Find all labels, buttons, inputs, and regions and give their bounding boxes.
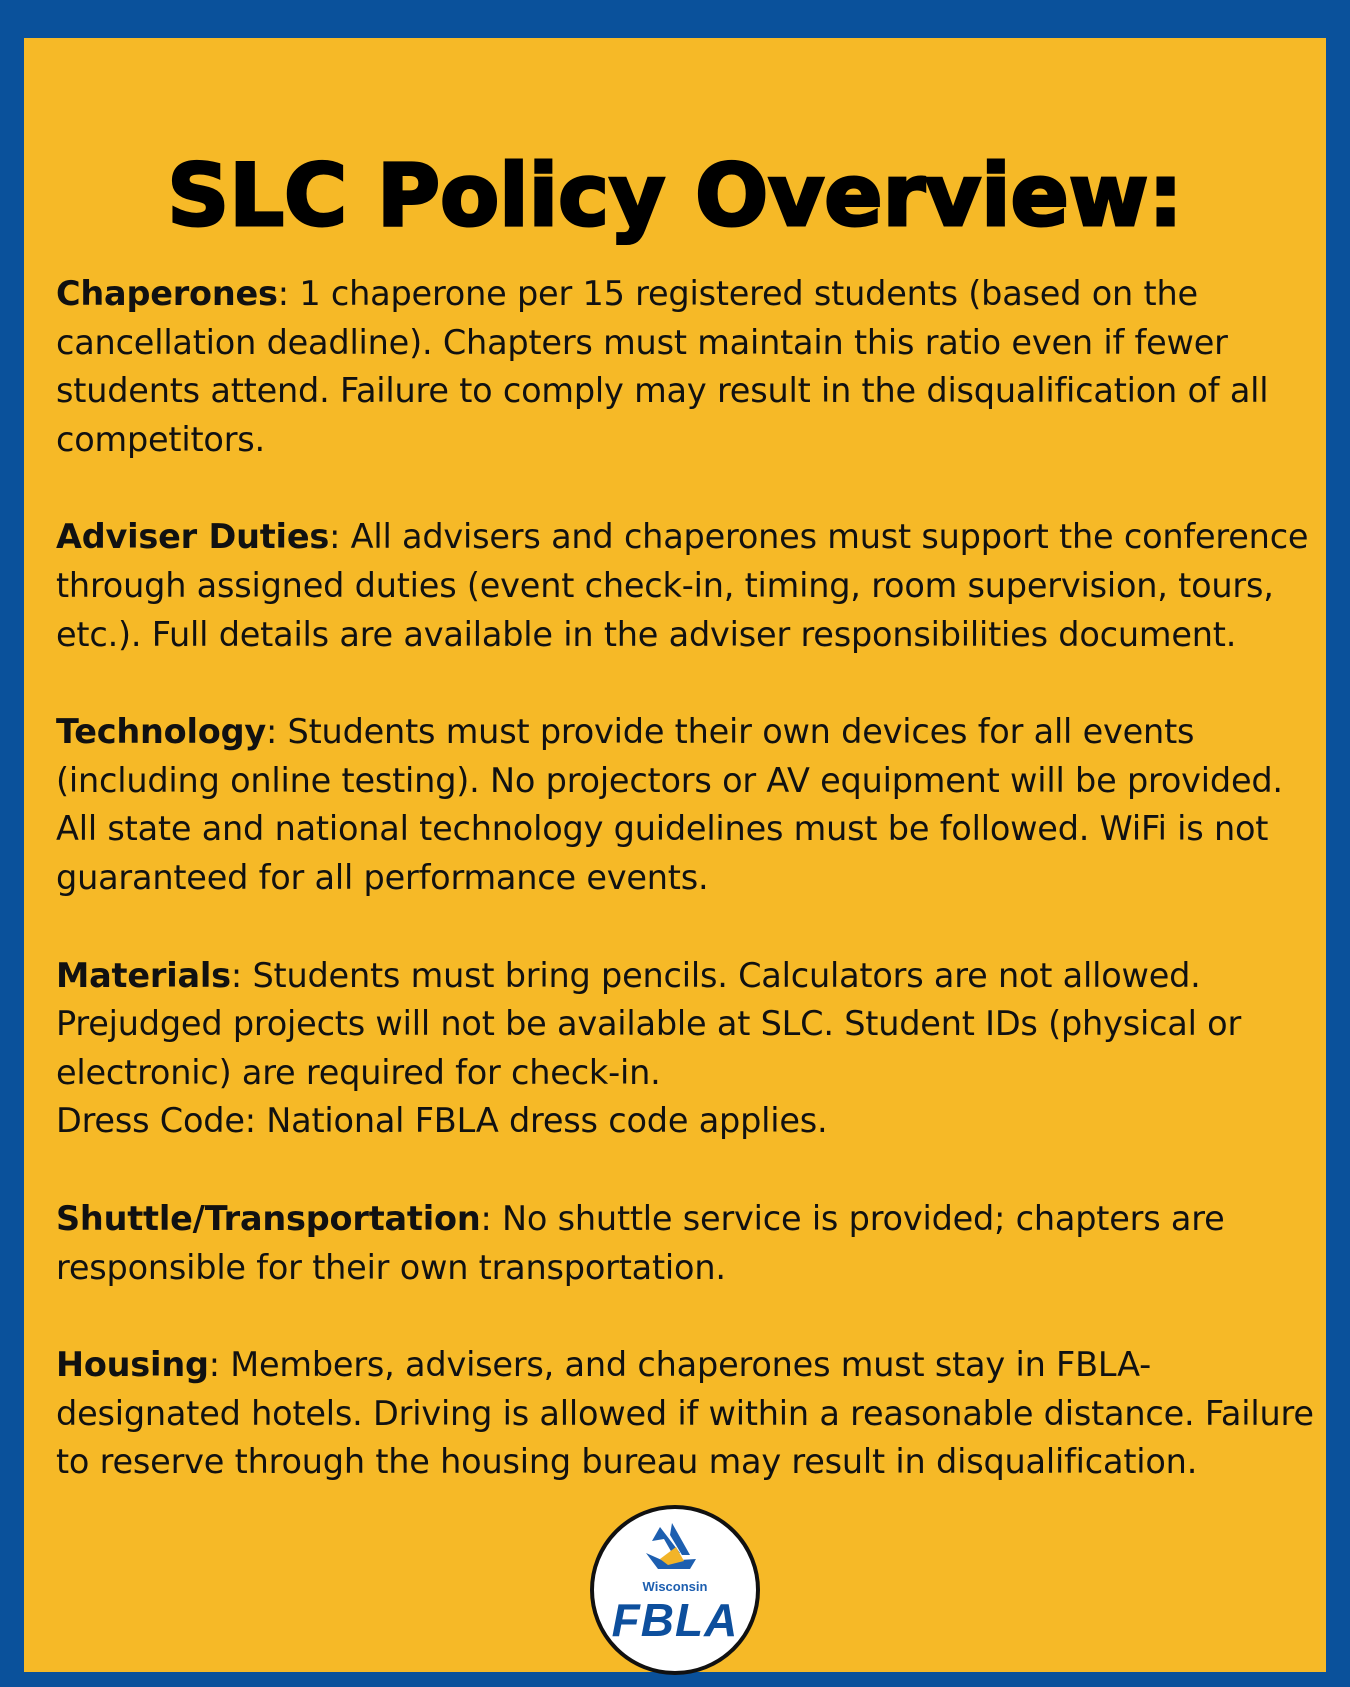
logo-subtitle: Wisconsin — [642, 1579, 708, 1594]
policy-paragraph — [56, 270, 1316, 464]
policy-paragraph — [56, 1341, 1316, 1487]
policy-term: Housing — [56, 1345, 209, 1385]
policy-section-transportation — [56, 1195, 1316, 1292]
content-panel — [24, 38, 1326, 1672]
policy-text: : Students must bring pencils. Calculators are not allowed. Prejudged projects will not be available at SLC. Student IDs (physical or electronic) are required for check-in. — [56, 955, 1242, 1092]
policy-paragraph — [56, 513, 1316, 659]
wisconsin-fbla-logo — [590, 1505, 760, 1675]
policy-term: Materials — [56, 955, 231, 995]
policy-term: Technology — [56, 712, 267, 752]
policy-term: Shuttle/Transportation — [56, 1198, 481, 1238]
policy-text: : Students must provide their own devices for all events (including online testing). No projectors or AV equipment will be provided. All state and national technology guidelines must be followed. WiFi is not guaranteed for all performance events. — [56, 712, 1283, 897]
policy-section-materials — [56, 952, 1316, 1146]
logo-wordmark: FBLA — [611, 1594, 739, 1646]
policy-text: : Members, advisers, and chaperones must stay in FBLA-designated hotels. Driving is allowed if within a reasonable distance. Failure to reserve through the housing bureau may result in disqualification. — [56, 1345, 1314, 1482]
policy-paragraph — [56, 708, 1316, 902]
policy-section-chaperones — [56, 270, 1316, 464]
policy-term: Chaperones — [56, 274, 278, 313]
policy-sections — [56, 270, 1316, 1536]
policy-section-adviser-duties — [56, 513, 1316, 659]
policy-text: : No shuttle service is provided; chapters are responsible for their own transportation. — [56, 1198, 1225, 1287]
policy-term: Adviser Duties — [56, 517, 330, 557]
page-title: SLC Policy Overview: — [167, 146, 1183, 246]
policy-text: : 1 chaperone per 15 registered students (based on the cancellation deadline). Chapters must maintain this ratio even if fewer students attend. Failure to comply may result in the disqualification of all competitors. — [56, 274, 1269, 459]
policy-section-technology — [56, 708, 1316, 902]
policy-paragraph — [56, 952, 1316, 1098]
policy-paragraph — [56, 1195, 1316, 1292]
policy-text: : All advisers and chaperones must support the conference through assigned duties (event check-in, timing, room supervision, tours, etc.). Full details are available in the adviser responsibilities document. — [56, 517, 1309, 654]
policy-section-housing — [56, 1341, 1316, 1487]
dress-code-line: Dress Code: National FBLA dress code applies. — [56, 1101, 828, 1141]
